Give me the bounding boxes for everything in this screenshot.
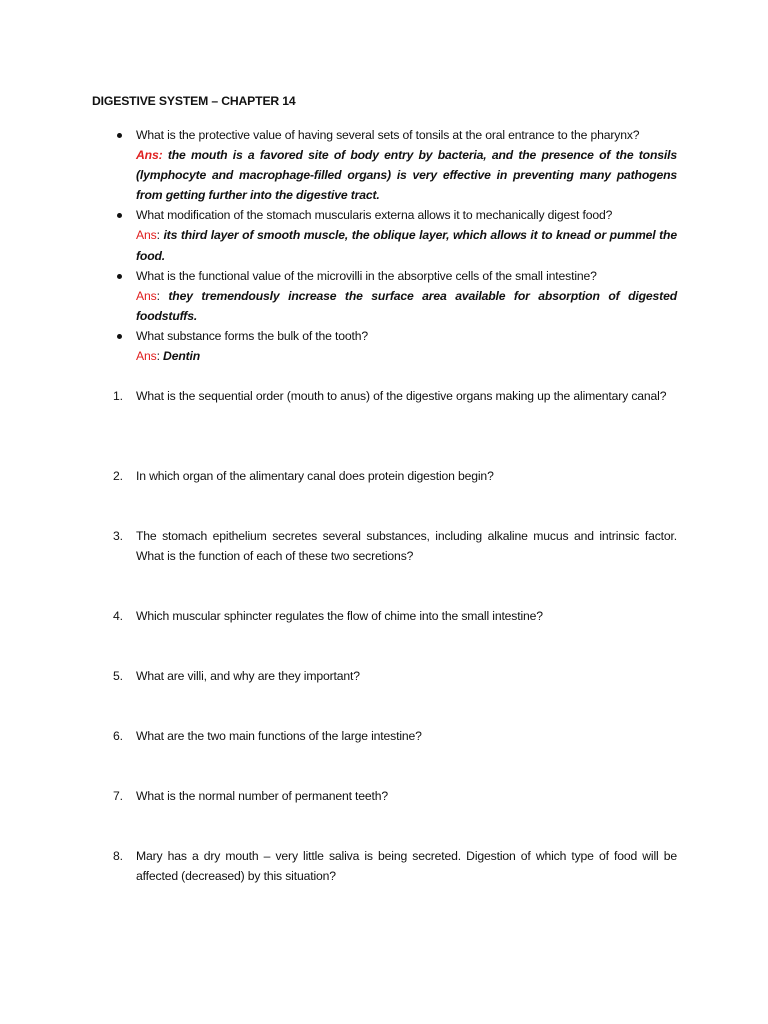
numbered-question bbox=[113, 666, 677, 686]
question-text: What is the functional value of the microvilli in the absorptive cells of the small intestine? bbox=[136, 268, 597, 283]
answer-text: its third layer of smooth muscle, the oblique layer, which allows it to knead or pummel the food. bbox=[136, 228, 677, 263]
question-text: What substance forms the bulk of the tooth? bbox=[136, 328, 369, 343]
question-number: 5. bbox=[113, 669, 123, 683]
question-number: 7. bbox=[113, 789, 123, 803]
list-item: What is the protective value of having several sets of tonsils at the oral entrance to the pharynx? Ans: the mouth is a favored site of body entry by bacteria, and the presence of the tonsils (lymphocyte and macrophage-filled organs) is very effective in preventing many pathogens from getting further into the digestive tract. bbox=[136, 125, 677, 205]
question-text: What is the normal number of permanent teeth? bbox=[136, 789, 389, 803]
list-item: What substance forms the bulk of the tooth? Ans: Dentin bbox=[136, 326, 677, 366]
list-item: What is the functional value of the microvilli in the absorptive cells of the small intestine? Ans: they tremendously increase the surface area available for absorption of digested foodstuffs. bbox=[136, 266, 677, 326]
numbered-question bbox=[113, 786, 677, 806]
question-number: 6. bbox=[113, 729, 123, 743]
ans-label: Ans bbox=[136, 148, 159, 163]
question-text: What are villi, and why are they important? bbox=[136, 669, 360, 683]
numbered-question bbox=[113, 386, 677, 406]
answer-text: Dentin bbox=[163, 349, 201, 364]
numbered-question bbox=[113, 606, 677, 626]
question-text: What modification of the stomach muscularis externa allows it to mechanically digest food? bbox=[136, 208, 613, 223]
question-text: Mary has a dry mouth – very little saliva is being secreted. Digestion of which type of food will be affected (decreased) by this situation? bbox=[136, 849, 677, 883]
question-number: 3. bbox=[113, 529, 123, 543]
question-number: 8. bbox=[113, 849, 123, 863]
question-number: 4. bbox=[113, 609, 123, 623]
question-number: 1. bbox=[113, 389, 123, 403]
question-text: What is the protective value of having several sets of tonsils at the oral entrance to the pharynx? bbox=[136, 128, 640, 142]
question-number: 2. bbox=[113, 469, 123, 483]
question-text: Which muscular sphincter regulates the flow of chime into the small intestine? bbox=[136, 609, 543, 623]
numbered-question bbox=[113, 526, 677, 566]
question-text: The stomach epithelium secretes several substances, including alkaline mucus and intrinsic factor. What is the function of each of these two secretions? bbox=[136, 529, 677, 563]
question-text: What is the sequential order (mouth to anus) of the digestive organs making up the alimentary canal? bbox=[136, 389, 667, 403]
question-text: What are the two main functions of the large intestine? bbox=[136, 729, 422, 743]
answer-text: they tremendously increase the surface area available for absorption of digested foodstuffs. bbox=[136, 288, 677, 323]
list-item: What modification of the stomach muscularis externa allows it to mechanically digest food? Ans: its third layer of smooth muscle, the oblique layer, which allows it to knead or pummel the food. bbox=[136, 205, 677, 265]
answered-questions-list bbox=[136, 125, 677, 366]
numbered-question bbox=[113, 466, 677, 486]
question-text: In which organ of the alimentary canal does protein digestion begin? bbox=[136, 469, 494, 483]
ans-label: Ans bbox=[136, 349, 157, 364]
page-title: DIGESTIVE SYSTEM – CHAPTER 14 bbox=[92, 94, 296, 108]
answer-text: the mouth is a favored site of body entry by bacteria, and the presence of the tonsils (lymphocyte and macrophage-filled organs) is very effective in preventing many pathogens from getting further into the digestive tract. bbox=[136, 148, 677, 203]
ans-label: Ans bbox=[136, 228, 157, 243]
numbered-question bbox=[113, 726, 677, 746]
ans-label: Ans bbox=[136, 288, 157, 303]
numbered-question bbox=[113, 846, 677, 886]
